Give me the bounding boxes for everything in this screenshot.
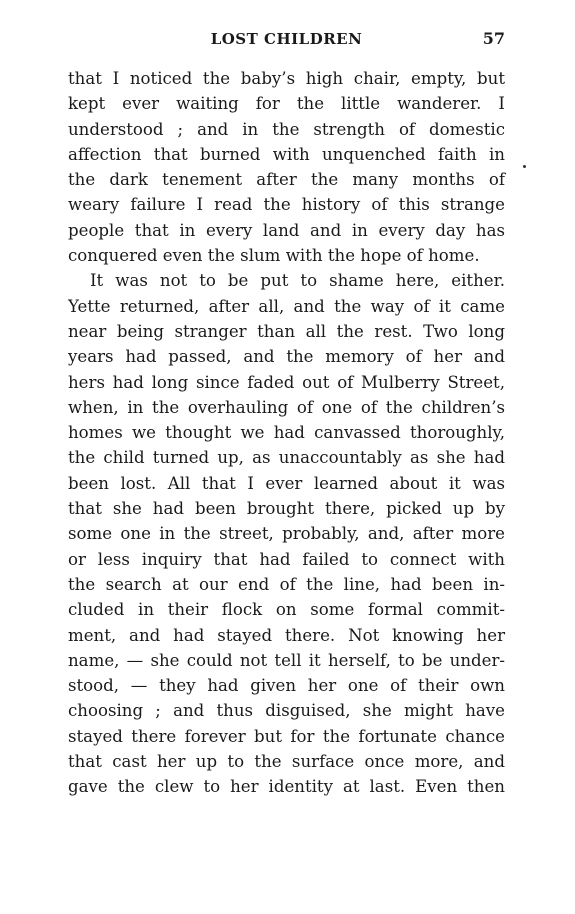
text-line: choosing ; and thus disguised, she might have — [68, 701, 505, 721]
text-line: hers had long since faded out of Mulberry Street, — [68, 372, 505, 392]
text-line: stayed there forever but for the fortunate chance — [68, 726, 505, 746]
text-line: homes we thought we had canvassed thoroughly, — [68, 423, 505, 443]
text-line: the child turned up, as unaccountably as she had — [68, 448, 505, 468]
text-line: that cast her up to the surface once more, and — [68, 752, 505, 772]
body-text — [68, 66, 505, 800]
text-line: the dark tenement after the many months of — [68, 170, 505, 190]
text-line: people that in every land and in every day has — [68, 220, 505, 240]
paragraph-first-line: It was not to be put to shame here, either. — [90, 271, 505, 291]
text-line: conquered even the slum with the hope of home. — [68, 246, 480, 266]
text-line: stood, — they had given her one of their own — [68, 676, 505, 696]
text-line: Yette returned, after all, and the way of it came — [68, 296, 505, 316]
text-line: some one in the street, probably, and, after more — [68, 524, 505, 544]
running-head — [68, 27, 505, 51]
page-number: 57 — [482, 29, 505, 48]
text-line: the search at our end of the line, had been in- — [68, 574, 505, 594]
text-line: years had passed, and the memory of her and — [68, 347, 505, 367]
text-line: affection that burned with unquenched faith in — [68, 144, 505, 164]
text-line: when, in the overhauling of one of the children’s — [68, 397, 505, 417]
text-line: that I noticed the baby’s high chair, empty, but — [68, 69, 505, 88]
text-line: weary failure I read the history of this strange — [68, 195, 505, 215]
text-line: name, — she could not tell it herself, to be under- — [68, 650, 505, 670]
text-line: understood ; and in the strength of domestic — [68, 119, 505, 139]
text-line: ment, and had stayed there. Not knowing her — [68, 625, 505, 645]
text-line: cluded in their flock on some formal commit- — [68, 600, 505, 620]
text-line: that she had been brought there, picked up by — [68, 499, 505, 519]
text-line: kept ever waiting for the little wanderer. I — [68, 94, 505, 114]
ink-speck — [523, 165, 526, 168]
text-line: near being stranger than all the rest. Two long — [68, 321, 505, 341]
text-line: been lost. All that I ever learned about it was — [68, 473, 505, 493]
running-head-title: LOST CHILDREN — [210, 30, 363, 48]
text-line: gave the clew to her identity at last. Even then — [68, 777, 505, 797]
text-line: or less inquiry that had failed to connect with — [68, 549, 505, 569]
